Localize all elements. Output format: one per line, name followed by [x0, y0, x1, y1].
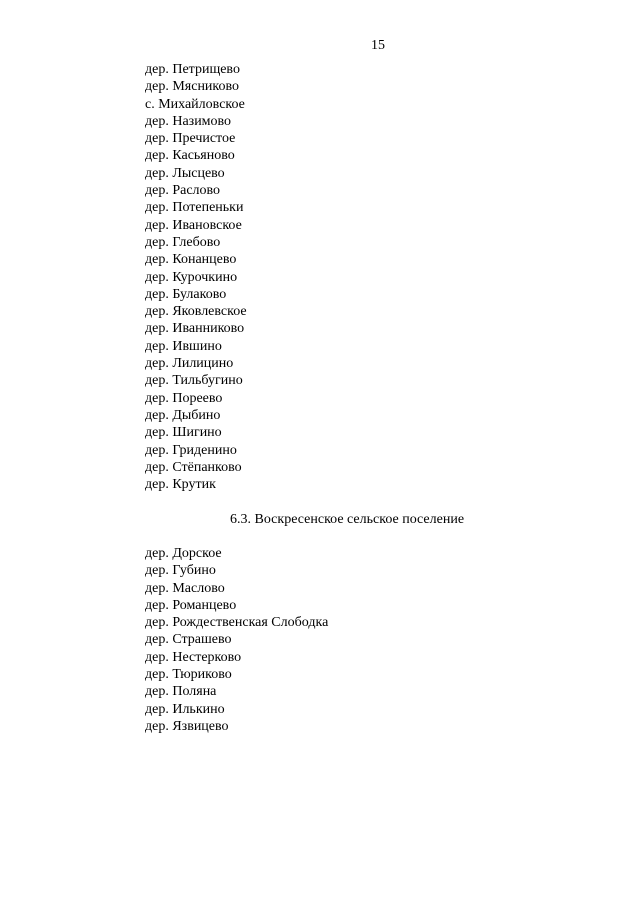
list-item: дер. Мясниково	[145, 79, 240, 95]
list-item: дер. Конанцево	[145, 252, 237, 268]
page-number: 15	[371, 38, 385, 53]
list-item: дер. Потепеньки	[145, 200, 244, 216]
list-item: дер. Курочкино	[145, 269, 238, 285]
list-item: дер. Назимово	[145, 113, 232, 129]
list-item: дер. Ившино	[145, 338, 222, 354]
settlement-list-1	[145, 61, 247, 493]
list-item: дер. Стёпанково	[145, 459, 242, 475]
list-item: дер. Раслово	[145, 183, 221, 199]
list-item: дер. Илькино	[145, 701, 225, 717]
section-heading: 6.3. Воскресенское сельское поселение	[230, 512, 465, 527]
list-item: дер. Дорское	[145, 546, 222, 561]
list-item: дер. Шигино	[145, 425, 222, 441]
list-item: дер. Поляна	[145, 684, 217, 700]
list-item: дер. Лилицино	[145, 356, 234, 372]
list-item: дер. Пречистое	[145, 131, 236, 147]
settlement-list-2	[145, 545, 328, 735]
list-item: дер. Тюриково	[145, 667, 232, 683]
list-item: дер. Рождественская Слободка	[145, 615, 329, 631]
list-item: дер. Пореево	[145, 390, 223, 406]
list-item: дер. Маслово	[145, 580, 225, 596]
list-item: дер. Ивановское	[145, 217, 242, 233]
list-item: дер. Губино	[145, 563, 216, 579]
list-item: дер. Крутик	[145, 477, 216, 493]
list-item: дер. Яковлевское	[145, 304, 247, 320]
list-item: дер. Язвицево	[145, 718, 229, 734]
list-item: дер. Страшево	[145, 632, 232, 648]
list-item: дер. Глебово	[145, 234, 221, 250]
list-item: дер. Романцево	[145, 597, 237, 613]
list-item: дер. Тильбугино	[145, 373, 243, 389]
list-item: дер. Нестерково	[145, 649, 242, 665]
list-item: дер. Булаково	[145, 286, 227, 302]
list-item: дер. Лысцево	[145, 165, 225, 181]
list-item: дер. Петрищево	[145, 62, 240, 77]
list-item: дер. Гриденино	[145, 442, 237, 458]
list-item: дер. Касьяново	[145, 148, 235, 164]
list-item: дер. Дыбино	[145, 407, 221, 423]
list-item: с. Михайловское	[145, 96, 245, 112]
list-item: дер. Иванниково	[145, 321, 245, 337]
